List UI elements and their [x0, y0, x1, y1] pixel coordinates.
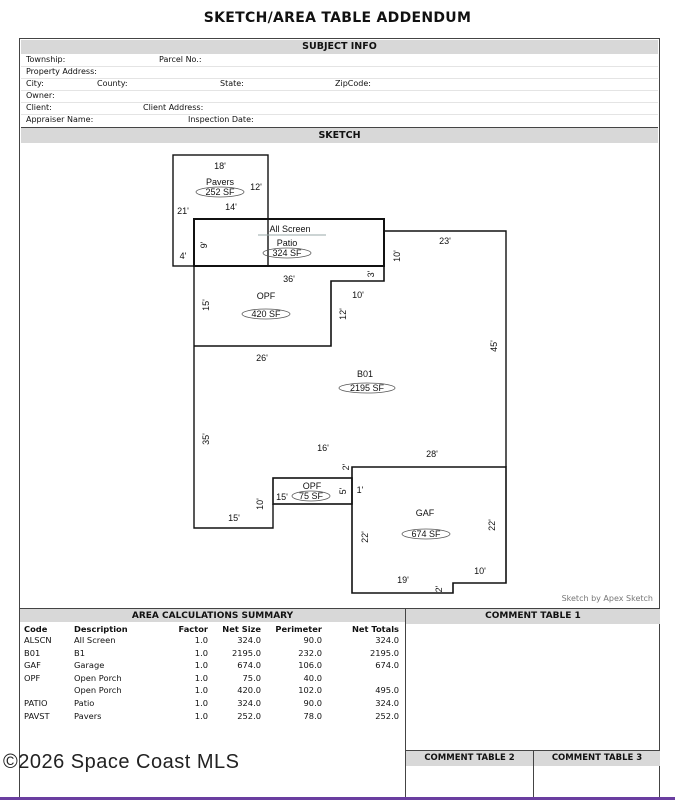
cell-perimeter: 232.0 — [298, 647, 322, 658]
client-label: Client: — [26, 103, 52, 112]
cell-net-size: 252.0 — [237, 710, 261, 721]
dim-label: 10' — [474, 566, 486, 576]
cell-net-totals: 324.0 — [375, 635, 399, 645]
pavers-sf: 252 SF — [205, 187, 235, 197]
cell-description: Open Porch — [74, 672, 122, 683]
area-calc-row — [24, 684, 399, 697]
dim-label: 15' — [276, 492, 288, 502]
cell-net-totals: 674.0 — [375, 660, 399, 671]
cell-description: Open Porch — [74, 685, 122, 696]
b01-sf: 2195 SF — [349, 383, 385, 393]
all-screen-label: All Screen — [269, 224, 311, 234]
cell-perimeter: 78.0 — [303, 710, 322, 721]
dim-label: 1' — [356, 485, 364, 495]
inspection-date-label: Inspection Date: — [188, 115, 254, 124]
dim-label: 10' — [352, 290, 364, 300]
cell-code: GAF — [24, 660, 41, 671]
cell-code: B01 — [24, 647, 41, 658]
gaf-sf: 674 SF — [411, 529, 441, 539]
dim-label: 15' — [201, 299, 211, 311]
cell-code: PATIO — [24, 697, 48, 708]
subject-info-header: SUBJECT INFO — [21, 40, 658, 54]
area-calc-row — [24, 697, 399, 710]
cell-net-totals — [322, 672, 399, 685]
dim-label: 10' — [392, 250, 402, 262]
dim-label: 23' — [439, 236, 451, 246]
cell-factor: 1.0 — [194, 710, 208, 721]
property-address-label: Property Address: — [26, 67, 97, 76]
cell-description: All Screen — [74, 635, 116, 645]
cell-factor: 1.0 — [194, 685, 208, 696]
cell-description: Garage — [74, 660, 105, 671]
opf-large-label: OPF — [256, 291, 276, 301]
dim-label: 4' — [179, 251, 187, 261]
sketch-header: SKETCH — [21, 127, 658, 143]
cell-code: OPF — [24, 672, 41, 683]
dim-label: 15' — [228, 513, 240, 523]
cell-description: Pavers — [74, 710, 102, 721]
comment-table-3-header: COMMENT TABLE 3 — [534, 751, 660, 766]
floor-plan-sketch — [20, 142, 659, 608]
owner-label: Owner: — [26, 91, 55, 100]
area-calc-row — [24, 647, 399, 660]
cell-perimeter: 40.0 — [303, 672, 322, 683]
cell-factor: 1.0 — [194, 672, 208, 683]
cell-net-totals: 252.0 — [375, 710, 399, 721]
dim-label: 14' — [225, 202, 237, 212]
sketch-credit: Sketch by Apex Sketch — [561, 594, 653, 603]
cell-net-size: 324.0 — [237, 697, 261, 708]
county-label: County: — [97, 79, 128, 88]
cell-perimeter: 90.0 — [303, 697, 322, 708]
dim-label: 36' — [283, 274, 295, 284]
cell-perimeter: 90.0 — [303, 635, 322, 645]
patio-label: Patio — [276, 238, 298, 248]
area-calc-table — [24, 624, 399, 722]
area-calc-header: AREA CALCULATIONS SUMMARY — [20, 609, 405, 622]
opf-large-sf: 420 SF — [251, 309, 281, 319]
dim-label: 45' — [489, 340, 499, 352]
b01-outline — [384, 231, 506, 467]
city-label: City: — [26, 79, 44, 88]
comment-table-2-header: COMMENT TABLE 2 — [406, 751, 533, 766]
appraiser-name-label: Appraiser Name: — [26, 115, 94, 124]
dim-label: 19' — [397, 575, 409, 585]
comment-table-1 — [406, 608, 660, 750]
comment-table-1-header: COMMENT TABLE 1 — [406, 609, 660, 624]
cell-perimeter: 106.0 — [298, 660, 322, 671]
dim-label: 5' — [338, 487, 348, 495]
dim-label: 2' — [434, 585, 444, 593]
area-calc-row — [24, 659, 399, 672]
cell-description: B1 — [74, 647, 85, 658]
cell-net-totals: 2195.0 — [369, 647, 399, 658]
cell-description: Patio — [74, 697, 95, 708]
sketch-area — [20, 142, 659, 608]
col-perimeter: Perimeter — [275, 624, 322, 634]
cell-net-size: 420.0 — [237, 685, 261, 696]
dim-label: 12' — [338, 308, 348, 320]
copyright-watermark: ©2026 Space Coast MLS — [3, 751, 240, 773]
dim-label: 26' — [256, 353, 268, 363]
township-label: Township: — [26, 55, 66, 64]
cell-net-totals: 324.0 — [375, 697, 399, 708]
state-label: State: — [220, 79, 244, 88]
cell-net-totals: 495.0 — [375, 685, 399, 696]
cell-perimeter: 102.0 — [298, 685, 322, 696]
dim-label: 22' — [360, 531, 370, 543]
cell-factor: 1.0 — [194, 647, 208, 658]
patio-sf: 324 SF — [272, 248, 302, 258]
dim-label: 35' — [201, 433, 211, 445]
parcel-no-label: Parcel No.: — [159, 55, 202, 64]
subject-row-appraiser — [21, 114, 658, 126]
dim-label: 12' — [250, 182, 262, 192]
cell-code — [24, 684, 74, 697]
opf-small-label: OPF — [302, 481, 322, 491]
comment-table-2 — [406, 750, 534, 799]
dim-label: 16' — [317, 443, 329, 453]
area-calc-header-row — [24, 624, 399, 634]
client-address-label: Client Address: — [143, 103, 204, 112]
dim-label: 21' — [177, 206, 189, 216]
page-title: SKETCH/AREA TABLE ADDENDUM — [203, 10, 472, 26]
dim-label: 28' — [426, 449, 438, 459]
cell-factor: 1.0 — [194, 660, 208, 671]
zipcode-label: ZipCode: — [335, 79, 371, 88]
col-net-size: Net Size — [222, 624, 261, 634]
cell-net-size: 75.0 — [242, 672, 261, 683]
cell-factor: 1.0 — [194, 697, 208, 708]
dim-label: 10' — [255, 498, 265, 510]
cell-net-size: 674.0 — [237, 660, 261, 671]
cell-code: PAVST — [24, 710, 50, 721]
col-code: Code — [24, 624, 48, 634]
comment-table-3 — [534, 750, 660, 799]
addendum-form — [19, 38, 660, 798]
pavers-label: Pavers — [205, 177, 235, 187]
dim-label: 3' — [366, 270, 376, 278]
opf-small-sf: 75 SF — [298, 491, 324, 501]
dim-label: 2' — [341, 463, 351, 471]
col-net-totals: Net Totals — [351, 624, 399, 634]
dim-label: 18' — [214, 161, 226, 171]
dim-label: 22' — [487, 519, 497, 531]
b01-label: B01 — [356, 369, 374, 379]
area-calc-row — [24, 672, 399, 685]
cell-net-size: 2195.0 — [231, 647, 261, 658]
dim-label: 9' — [199, 241, 209, 249]
cell-code: ALSCN — [24, 635, 52, 645]
col-factor: Factor — [178, 624, 208, 634]
area-calc-row — [24, 710, 399, 723]
col-description: Description — [74, 624, 128, 634]
cell-net-size: 324.0 — [237, 635, 261, 645]
gaf-label: GAF — [415, 508, 435, 518]
area-calc-row — [24, 634, 399, 647]
cell-factor: 1.0 — [194, 635, 208, 645]
